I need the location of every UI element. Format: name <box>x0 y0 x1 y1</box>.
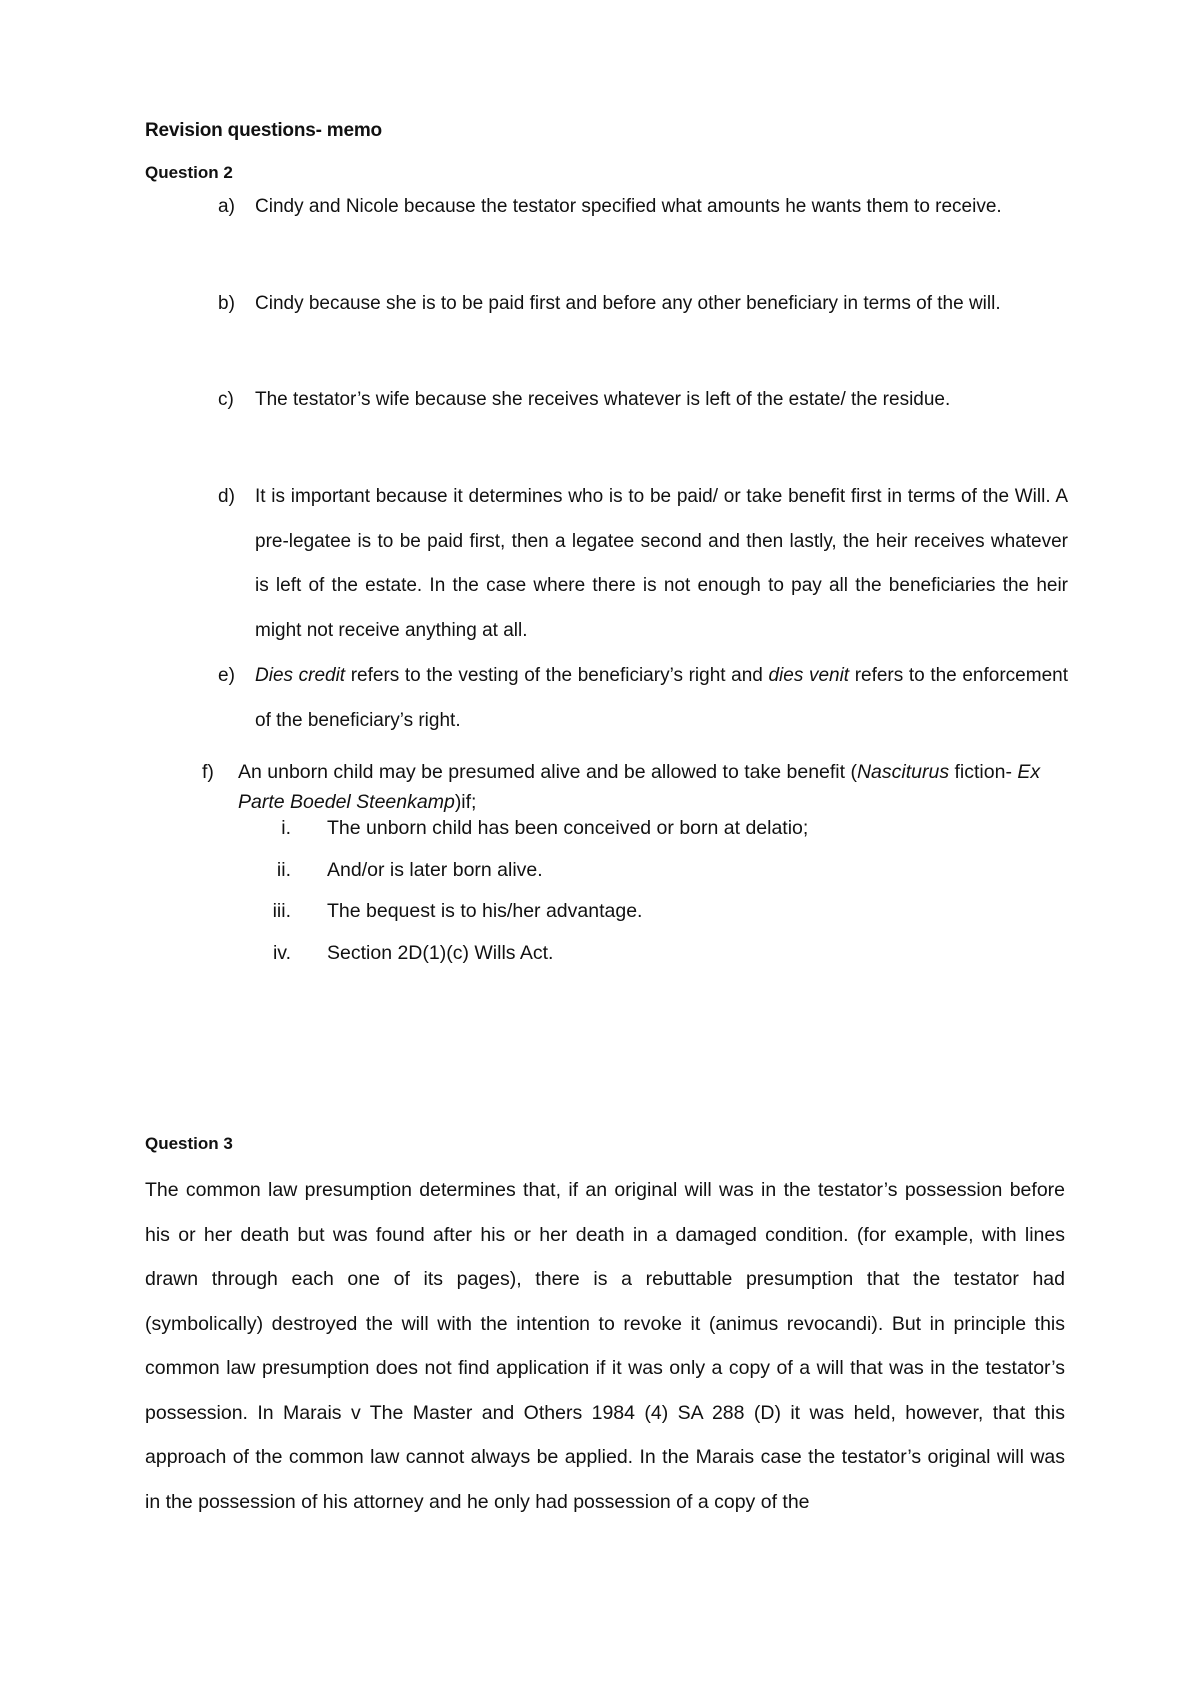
latin-term-nasciturus: Nasciturus <box>856 761 950 783</box>
item-text <box>255 654 1068 743</box>
item-label: c) <box>218 389 234 410</box>
answer-item-b <box>218 282 1068 327</box>
sub-item-label: ii. <box>276 859 291 881</box>
item-text <box>238 757 1082 817</box>
item-label: f) <box>202 761 214 783</box>
text-run: fiction- <box>949 761 1018 783</box>
question-3-paragraph: The common law presumption determines that, if an original will was in the testator’s possession before his or her death but was found after his or her death in a damaged condition. (for example, with lines drawn through each one of its pages), there is a rebuttable presumption that the testator had (symbolically) destroyed the will with the intention to revoke it (animus revocandi). But in principle this common law presumption does not find application if it was only a copy of a will that was in the testator’s possession. In Marais v The Master and Others 1984 (4) SA 288 (D) it was held, however, that this approach of the common law cannot always be applied. In the Marais case the testator’s original will was in the possession of his attorney and he only had possession of a copy of the <box>145 1179 1065 1513</box>
item-text: Cindy and Nicole because the testator specified what amounts he wants them to receive. <box>255 196 1002 217</box>
answer-item-a <box>218 185 1068 230</box>
latin-term-dies-venit: dies venit <box>768 665 850 686</box>
sub-item-label: iii. <box>272 900 291 922</box>
sub-item-label: iv. <box>272 942 291 964</box>
item-label: d) <box>218 486 235 507</box>
answer-item-e <box>218 654 1068 743</box>
sub-item-text: And/or is later born alive. <box>327 859 543 881</box>
item-text: The testator’s wife because she receives whatever is left of the estate/ the residue. <box>255 389 951 410</box>
text-run: An unborn child may be presumed alive and be allowed to take benefit ( <box>238 761 857 783</box>
sub-item-text: The bequest is to his/her advantage. <box>327 900 643 922</box>
text-run: refers to the vesting of the beneficiary’s right and <box>345 665 769 686</box>
sub-item-text: Section 2D(1)(c) Wills Act. <box>327 942 554 964</box>
case-name: Ex Parte Boedel Steenkamp <box>238 761 1041 813</box>
latin-term-dies-credit: Dies credit <box>255 665 346 686</box>
question-3-heading: Question 3 <box>145 1134 233 1153</box>
document-title: Revision questions- memo <box>145 120 382 141</box>
item-label: a) <box>218 196 235 217</box>
sub-item-text: The unborn child has been conceived or born at delatio; <box>327 817 809 839</box>
text-run: )if; <box>454 791 477 813</box>
question-2-heading: Question 2 <box>145 163 233 182</box>
item-text: Cindy because she is to be paid first and before any other beneficiary in terms of the will. <box>255 293 1001 314</box>
text-run: refers to the enforcement of the beneficiary’s right. <box>255 665 1068 731</box>
item-label: e) <box>218 665 235 686</box>
item-label: b) <box>218 293 235 314</box>
answer-item-c <box>218 378 1068 423</box>
answer-item-d <box>218 475 1068 653</box>
answer-item-f <box>202 757 1082 817</box>
sub-item-label: i. <box>281 817 291 839</box>
item-text: It is important because it determines who is to be paid/ or take benefit first in terms of the Will. A pre-legatee is to be paid first, then a legatee second and then lastly, the heir receives whatever is left of the estate. In the case where there is not enough to pay all the beneficiaries the heir might not receive anything at all. <box>255 486 1068 641</box>
